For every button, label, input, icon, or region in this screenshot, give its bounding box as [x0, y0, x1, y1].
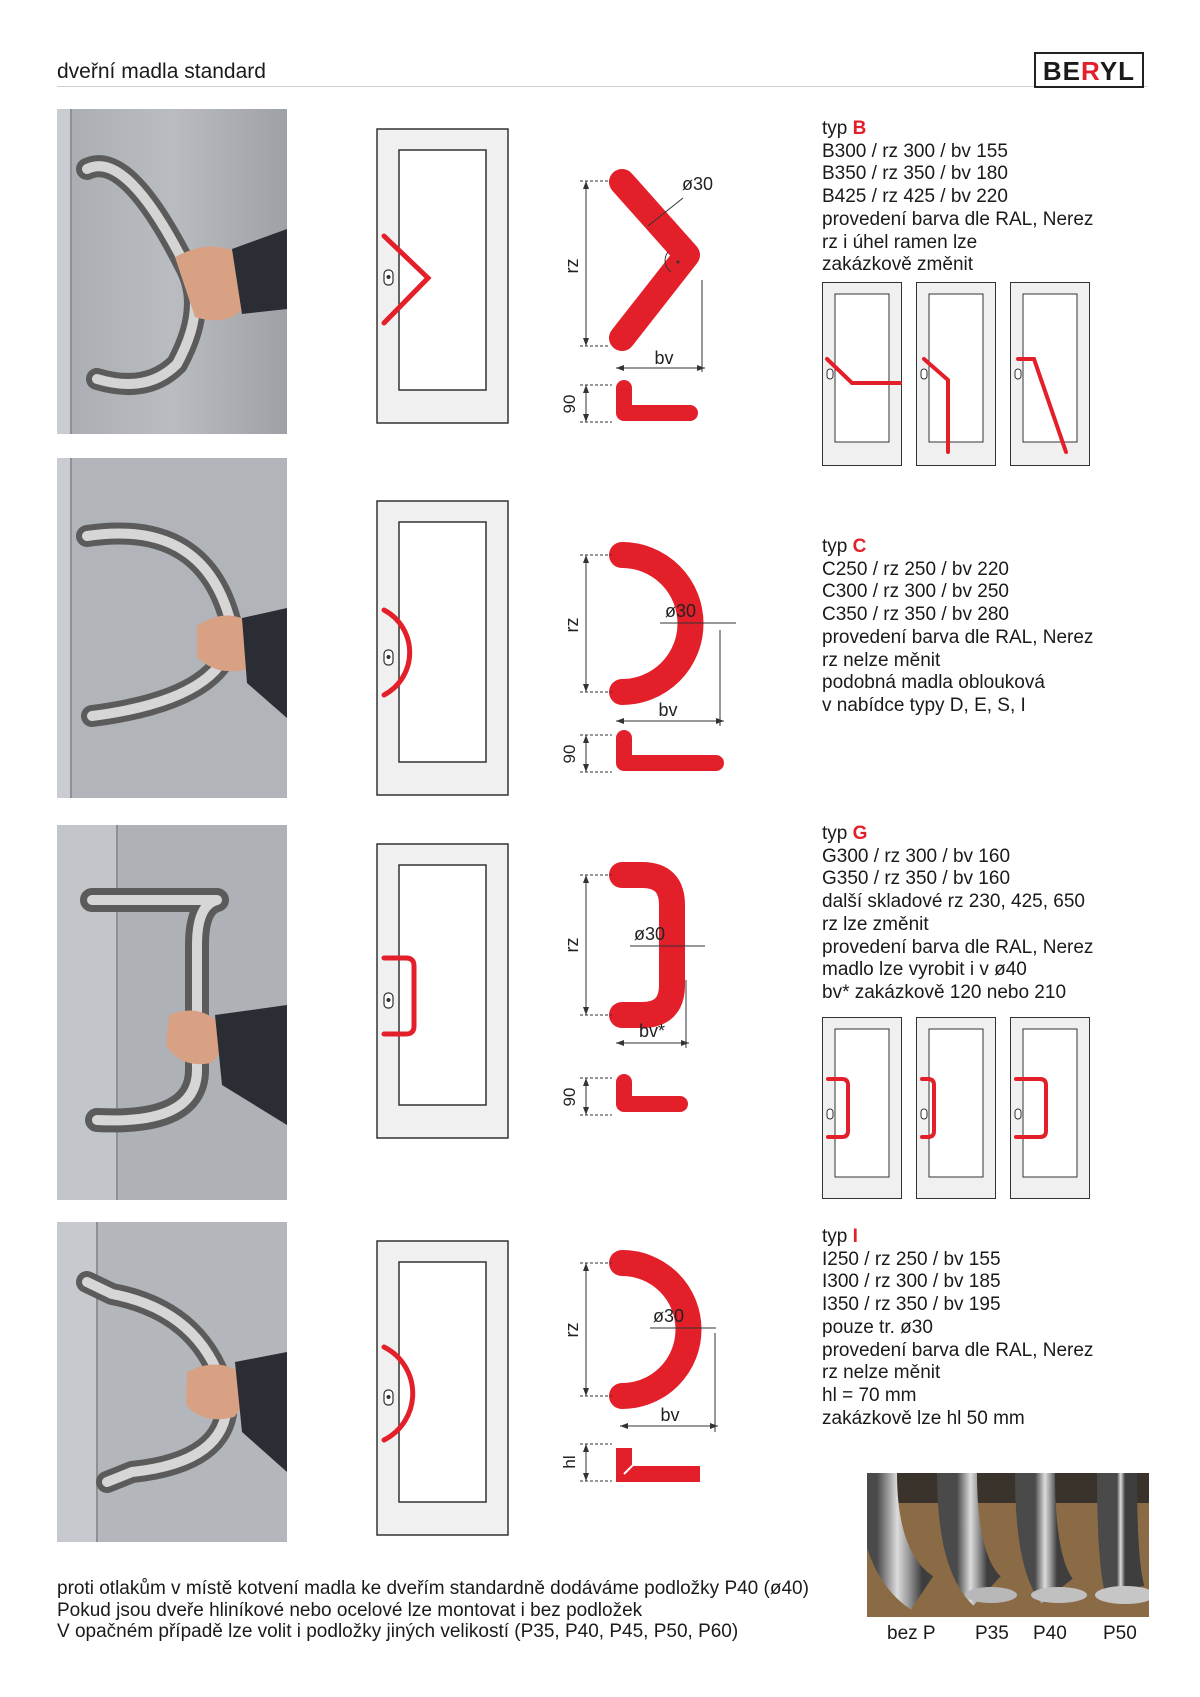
dim-rz-i: rz [562, 1322, 582, 1338]
pad-label-p40: P40 [1033, 1623, 1067, 1644]
dim-bv-i: bv [660, 1405, 680, 1425]
door-diagram-b [376, 128, 511, 426]
section-b-text: typ B B300 / rz 300 / bv 155 B350 / rz 350 / bv 180 B425 / rz 425 / bv 220 provedení barva dle RAL, Nerez rz i úhel ramen lze zakázkově změnit [822, 118, 1094, 276]
dim-rz-g: rz [562, 937, 582, 953]
handle-drawing-g [540, 860, 720, 1130]
section-i-text: typ I I250 / rz 250 / bv 155 I300 / rz 300 / bv 185 I350 / rz 350 / bv 195 pouze tr. ø30 provedení barva dle RAL, Nerez rz nelze měnit hl = 70 mm zakázkově lze hl 50 mm [822, 1226, 1094, 1429]
door-diagram-c [376, 500, 511, 798]
dim-dia-g: ø30 [634, 924, 666, 944]
variants-g [822, 1017, 1092, 1203]
dim-rz-b: rz [562, 258, 582, 274]
dim-90-c: 90 [560, 744, 579, 764]
page-title: dveřní madla standard [57, 60, 266, 83]
section-g-text: typ G G300 / rz 300 / bv 160 G350 / rz 350 / bv 160 další skladové rz 230, 425, 650 rz lze změnit provedení barva dle RAL, Nerez madlo lze vyrobit i v ø40 bv* zakázkově 120 nebo 210 [822, 823, 1094, 1003]
photo-handle-c [57, 458, 287, 798]
dim-bv-c: bv [658, 700, 678, 720]
beryl-logo: BERYL [1034, 52, 1144, 88]
pad-label-p50: P50 [1103, 1623, 1137, 1644]
section-c-text: typ C C250 / rz 250 / bv 220 C300 / rz 300 / bv 250 C350 / rz 350 / bv 280 provedení barva dle RAL, Nerez rz nelze měnit podobná madla oblouková v nabídce typy D, E, S, I [822, 536, 1094, 716]
header-divider [57, 86, 1147, 87]
photo-handle-g [57, 825, 287, 1200]
photo-handle-b [57, 109, 287, 434]
dim-dia-i: ø30 [653, 1306, 685, 1326]
dim-hl-i: hl [560, 1455, 579, 1469]
dim-rz-c: rz [562, 617, 582, 633]
handle-drawing-c [540, 540, 740, 785]
dim-90-b: 90 [560, 394, 579, 414]
footer-notes: proti otlakům v místě kotvení madla ke dveřím standardně dodáváme podložky P40 (ø40) Pokud jsou dveře hliníkové nebo ocelové lze montovat i bez podložek V opačném případě lze volit i podložky jiných velikostí (P35, P40, P45, P50, P60) [57, 1578, 809, 1642]
pad-label-p35: P35 [975, 1623, 1009, 1644]
dim-dia-c: ø30 [665, 601, 697, 621]
handle-drawing-b [540, 160, 720, 430]
door-diagram-g [376, 843, 511, 1141]
pad-label-bez-p: bez P [887, 1623, 936, 1644]
dim-90-g: 90 [560, 1087, 579, 1107]
door-diagram-i [376, 1240, 511, 1538]
pads-photo [867, 1473, 1149, 1617]
photo-handle-i [57, 1222, 287, 1542]
handle-drawing-i [540, 1248, 720, 1498]
dim-dia-b: ø30 [682, 174, 714, 194]
variants-b [822, 282, 1092, 468]
dim-bv-b: bv [654, 348, 674, 368]
dim-bv-g: bv* [638, 1021, 666, 1041]
